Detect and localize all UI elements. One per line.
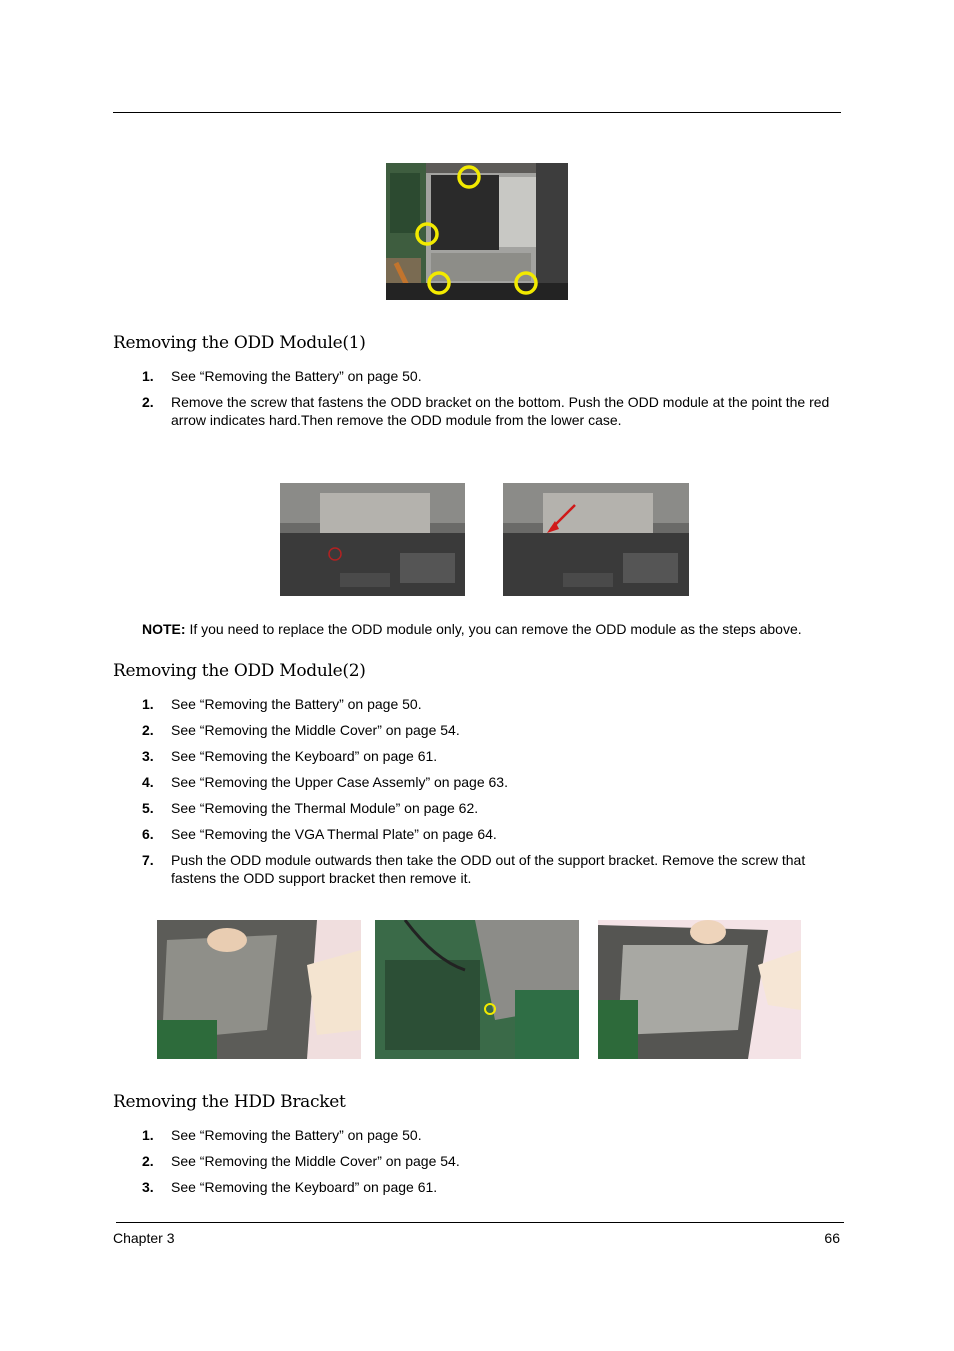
step-text: See “Removing the Thermal Module” on page 62. (171, 800, 479, 816)
steps-list-hdd-bracket (113, 1126, 833, 1196)
footer-page-number: 66 (824, 1230, 840, 1246)
list-item (113, 747, 833, 765)
steps-list-odd-module-2 (113, 695, 833, 887)
list-item (113, 367, 833, 385)
list-item (113, 851, 833, 887)
step-text: See “Removing the Battery” on page 50. (171, 1127, 422, 1143)
list-item (113, 1152, 833, 1170)
photo-odd-pull-out-graphic (157, 920, 361, 1059)
list-item (113, 1126, 833, 1144)
step-number: 2. (142, 1153, 154, 1169)
section-title-hdd-bracket: Removing the HDD Bracket (113, 1092, 346, 1112)
step-text: Push the ODD module outwards then take the ODD out of the support bracket. Remove the screw that fastens the ODD support bracket then remove it. (171, 852, 806, 886)
list-item (113, 773, 833, 791)
photo-odd-screws-top (386, 163, 568, 300)
note-label: NOTE: (142, 621, 186, 637)
header-rule (113, 112, 841, 113)
list-item (113, 1178, 833, 1196)
list-item (113, 695, 833, 713)
section-title-odd-module-1: Removing the ODD Module(1) (113, 333, 366, 353)
step-number: 1. (142, 368, 154, 384)
step-number: 2. (142, 394, 154, 410)
steps-list-odd-module-1 (113, 367, 833, 429)
section-title-odd-module-2: Removing the ODD Module(2) (113, 661, 366, 681)
step-number: 1. (142, 1127, 154, 1143)
photo-odd-pull-out (157, 920, 361, 1059)
step-number: 4. (142, 774, 154, 790)
photo-odd-bracket-screw (280, 483, 465, 596)
photo-odd-screws-top-graphic (386, 163, 568, 300)
step-text: See “Removing the Battery” on page 50. (171, 368, 422, 384)
note-text: If you need to replace the ODD module only, you can remove the ODD module as the steps above. (185, 621, 802, 637)
list-item (113, 393, 833, 429)
step-text: See “Removing the Keyboard” on page 61. (171, 1179, 438, 1195)
photo-odd-bracket-screw-graphic (280, 483, 465, 596)
step-text: See “Removing the Middle Cover” on page 54. (171, 722, 460, 738)
step-text: See “Removing the VGA Thermal Plate” on page 64. (171, 826, 497, 842)
photo-odd-bracket-remove-graphic (598, 920, 801, 1059)
step-number: 7. (142, 852, 154, 868)
step-number: 3. (142, 748, 154, 764)
photo-odd-bracket-remove (598, 920, 801, 1059)
photo-odd-push-point-graphic (503, 483, 689, 596)
step-text: See “Removing the Upper Case Assemly” on page 63. (171, 774, 508, 790)
step-text: Remove the screw that fastens the ODD bracket on the bottom. Push the ODD module at the point the red arrow indicates hard.Then remove the ODD module from the lower case. (171, 394, 830, 428)
photo-odd-support-screw-graphic (375, 920, 579, 1059)
step-number: 1. (142, 696, 154, 712)
footer-rule (116, 1222, 844, 1223)
note-paragraph (142, 620, 842, 638)
step-number: 2. (142, 722, 154, 738)
photo-odd-push-point (503, 483, 689, 596)
step-text: See “Removing the Keyboard” on page 61. (171, 748, 438, 764)
photo-odd-support-screw (375, 920, 579, 1059)
step-number: 6. (142, 826, 154, 842)
step-text: See “Removing the Middle Cover” on page 54. (171, 1153, 460, 1169)
step-number: 3. (142, 1179, 154, 1195)
footer-chapter: Chapter 3 (113, 1230, 175, 1246)
list-item (113, 799, 833, 817)
step-text: See “Removing the Battery” on page 50. (171, 696, 422, 712)
step-number: 5. (142, 800, 154, 816)
list-item (113, 721, 833, 739)
list-item (113, 825, 833, 843)
